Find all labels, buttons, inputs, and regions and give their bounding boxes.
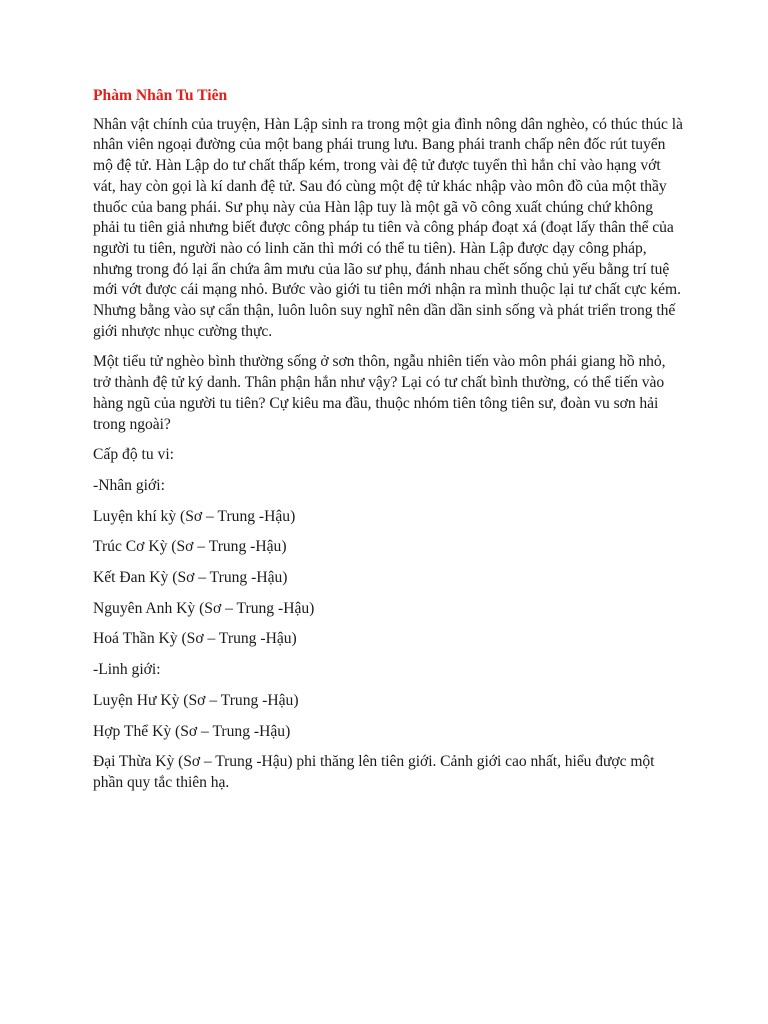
level-item: Hoá Thần Kỳ (Sơ – Trung -Hậu) bbox=[93, 630, 297, 648]
level-item: Trúc Cơ Kỳ (Sơ – Trung -Hậu) bbox=[93, 538, 287, 556]
document-title: Phàm Nhân Tu Tiên bbox=[93, 87, 228, 104]
final-paragraph: Đại Thừa Kỳ (Sơ – Trung -Hậu) phi thăng lên tiên giới. Cảnh giới cao nhất, hiểu được một phần quy tắc thiên hạ. bbox=[93, 753, 655, 791]
document-page bbox=[93, 86, 683, 804]
level-item: Kết Đan Kỳ (Sơ – Trung -Hậu) bbox=[93, 569, 288, 587]
level-item: Nguyên Anh Kỳ (Sơ – Trung -Hậu) bbox=[93, 599, 315, 617]
summary-paragraph: Một tiểu tử nghèo bình thường sống ở sơn thôn, ngẫu nhiên tiến vào môn phái giang hồ nhỏ, trở thành đệ tử ký danh. Thân phận hắn như vậy? Lại có tư chất bình thường, có thể tiến vào hàng ngũ của người tu tiên? Cự kiêu ma đầu, thuộc nhóm tiên tông tiên sư, đoàn vu sơn hải trong ngoài? bbox=[93, 353, 666, 433]
levels-heading: Cấp độ tu vi: bbox=[93, 446, 174, 464]
level-item: Hợp Thể Kỳ (Sơ – Trung -Hậu) bbox=[93, 722, 291, 740]
story-paragraph: Nhân vật chính của truyện, Hàn Lập sinh ra trong một gia đình nông dân nghèo, có thúc thúc là nhân viên ngoại đường của một bang phái trung lưu. Bang phái tranh chấp nên đốc rút tuyển mộ đệ tử. Hàn Lập do tư chất thấp kém, trong vài đệ tử được tuyển thì hắn chỉ vào hạng vớt vát, hay còn gọi là kí danh đệ tử. Sau đó cùng một đệ tử khác nhập vào môn đồ của một thầy thuốc của bang phái. Sư phụ này của Hàn lập tuy là một gã võ công xuất chúng chứ không phải tu tiên giả nhưng biết được công pháp tu tiên và công pháp đoạt xá (đoạt lấy thân thể của người tu tiên, người nào có linh căn thì mới có thể tu tiên). Hàn Lập được dạy công pháp, nhưng trong đó lại ẩn chứa âm mưu của lão sư phụ, đánh nhau chết sống chủ yếu bằng trí tuệ mới vớt được cái mạng nhỏ. Bước vào giới tu tiên mới nhận ra mình thuộc lại tư chất cực kém. Nhưng bằng vào sự cẩn thận, luôn luôn suy nghĩ nên dần dần sinh sống và phát triển trong thế giới nhược nhục cường thực. bbox=[93, 115, 683, 340]
level-item: Luyện Hư Kỳ (Sơ – Trung -Hậu) bbox=[93, 691, 299, 709]
spirit-realm-heading: -Linh giới: bbox=[93, 661, 161, 679]
human-realm-heading: -Nhân giới: bbox=[93, 476, 165, 494]
level-item: Luyện khí kỳ (Sơ – Trung -Hậu) bbox=[93, 507, 296, 525]
